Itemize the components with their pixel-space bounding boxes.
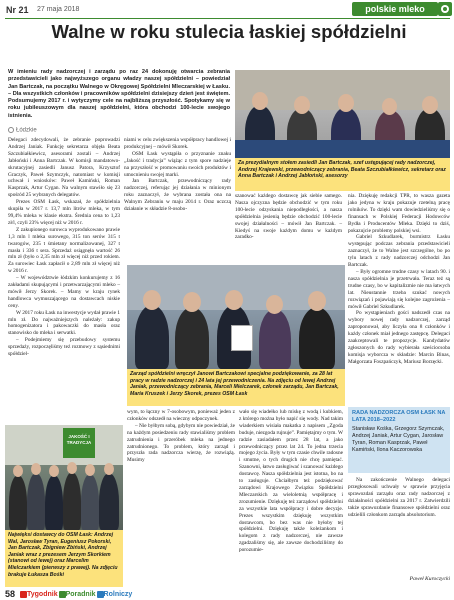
presidium-photo bbox=[235, 70, 450, 158]
header-rule bbox=[5, 18, 450, 19]
paragraph: OSM Łask wystąpiła o przyznanie znaku „Jakość i tradycja” wiążąc z tym spore nadzieje na przyszłość w promowaniu swoich produktów i umocnieniu swojej marki. bbox=[124, 150, 231, 178]
article-column-2-lower bbox=[127, 409, 235, 524]
paragraph: szanować każdego dostawcę jak siebie samego. Nasza ojczyzna będzie obchodzić w tym roku 100-lecie odzyskania niepodległości, a nasza spółdzielnia jesienią będzie obchodzić 100-lecie swojej działalności – mówił Jan Bartczak. – Kiedyś na swoje każdym domu w każdym zaradko- bbox=[235, 193, 342, 241]
suppliers-photo bbox=[5, 425, 123, 530]
paragraph: niami w celu zwiększenia współpracy handlowej i produkcyjnej – mówił Skorek. bbox=[124, 137, 231, 150]
article-column-1 bbox=[8, 137, 120, 421]
paragraph: nia. Dziękuję redakcji TPR, to wasza gazeta jako jedyna w kraju pokazuje rzetelną pracę rolników. To dzięki wam dowiedzieliśmy się o finansach w Polskiej Federacji Hodowców Bydła i Producentów Mleka. Dzięki to dziś, pokazujcie problemy polskiej wsi. bbox=[348, 193, 450, 234]
caption-bottom: Najwięksi dostawcy do OSM Łask: Andrzej Wal, Jarosław Tyran, Eugeniusz Pokorski, Jan Bartczak, Zbigniew Zbiński, Andrzej Janiak wraz z prezesem Jerzym Skorkiem (stanowi od lewej) oraz Marcelim Mielczarkiem (pierwszy z prawej). Na zdjęciu brakuje Łukasza Bośki bbox=[5, 530, 123, 587]
footer-brand bbox=[20, 590, 132, 599]
pin-icon bbox=[8, 127, 14, 133]
paragraph: Po wystąpieniach gości nadszedł czas na wybory nowej rady nadzorczej, zarząd zaproponował, aby liczyła ona 8 członków i każdy członek miał jednego zastępcę. Delegaci zaakceptowali te propozycje. Kandydatów zgłoszonych do rady wybierała sześciocsoba komisja wyborcza w składzie: Marcin Binas, Małgorzata Foszpańczyk, Mariusz Borzęcki. bbox=[348, 310, 450, 365]
paragraph: wało się wiadełko lub miskę z wodą i kubkiem, z którego można było napić się wody. Nad takim wiaderkiem wisiała makatka z napisem „Zgoda buduje, niezgoda rujnuje”. Pamiętajmy o tym. W radzie zasiadałem przez 28 lat, a jako przewodniczący przez lat 24. To jedna trzecia mojego życia. Były w tym czasie chwile radosne i smutne, o tych drugich nie chcę pamiętać. Szanowni, łatwo zasługiwać i szanować każdego dostawcę. Nasza spółdzielnia jest istotna, bo na to zasługuje. Chciałbym też podziękować zarządowi Krajowego Związku Spółdzielni Mleczarskich za wieloletnią współpracę i zrozumienie. Dziękuję też zarządowi spółdzielni za wszystkie lata współpracy i dobre decyzje. Prezes wszystkim dziękuję wszystkim dostawcom, bo bez was nie byłoby tej spółdzielni. Dziękuję także koleżankom i kolegom z rady nadzorczej, nie zawsze zgadzaliśmy się, ale zawsze dochodziliśmy do porozumie- bbox=[239, 409, 343, 554]
article-column-3-upper bbox=[235, 193, 342, 263]
issue-number: Nr 21 bbox=[6, 5, 29, 15]
page-number: 58 bbox=[5, 589, 16, 599]
brand-r-icon bbox=[97, 591, 104, 598]
issue-date: 27 maja 2018 bbox=[37, 6, 80, 13]
paragraph: Delegaci zdecydowali, że zebranie poprowadzi Andrzej Janiak. Funkcję sekretarza objęła Beata Szczubiałkiewicz, asesorami zostali – Andrzej Jabłoński i Anna Bartczak. W komisji mandatowo-skrutacyjnej zasiedli Janusz Patora, Krzysztof Graczyk, Paweł Szymczyk, natomiast w komisji uchwał i wniosków: Paweł Kamiński, Roman Kasprzak, Artur Cygan. Na walnym stawiło się 23 spośród 25 wybranych delegatów. bbox=[8, 137, 120, 199]
brand-part-b: Poradnik bbox=[65, 591, 96, 598]
paragraph: – Podejmiemy się przebudowy systemu sprzedaży, rozpoczęliśmy też rozmowy z sąsiednimi spółdziel- bbox=[8, 337, 120, 358]
article-column-4 bbox=[348, 193, 450, 405]
board-box-title: RADA NADZORCZA OSM ŁASK NA LATA 2018–2022 bbox=[352, 410, 446, 423]
author-signature: Paweł Kuroczycki bbox=[409, 576, 450, 582]
paragraph: wym, to łączny w 7-osobowym, ponieważ jeden z członków odszedł na wieczny odpoczynek. bbox=[127, 409, 235, 422]
paragraph: Jan Bartczak, przewodniczący rady nadzorczej, referując jej działania w minionym roku zaznaczył, że wybrana została ona na Walnym Zebraniu w maju 2014 r. Oraz uczczą działanie w składzie 8-osobo- bbox=[124, 178, 231, 213]
award-photo bbox=[127, 265, 345, 369]
paragraph: Gabriel Szkudlarek, burmistrz Łasku występując podczas zebrania przedstawicieli zaznaczył, że to Walne jest szczególne, bo po tylu latach z rady nadzorczej odchodzi Jan Bartczak. bbox=[348, 234, 450, 269]
caption-top: Za prezydialnym stołem zasiedli Jan Bartczak, szef ustępującej rady nadzorczej, Andrzej Krajewski, przewodniczący zebrania, Beata Szczubiałkiewicz, sekretarz oraz Anna Bartczak i Andrzej Jabłoński, asesorzy bbox=[235, 158, 450, 191]
banner-jakosc: JAKOŚĆ I TRADYCJA bbox=[63, 428, 95, 458]
article-column-4-lower bbox=[348, 477, 450, 577]
brand-t-icon bbox=[20, 591, 27, 598]
board-box bbox=[348, 407, 450, 473]
board-box-members: Stanisław Kośka, Grzegorz Szymczak, Andrzej Janiak, Artur Cygan, Jarosław Tyran, Roman Kasprzak, Paweł Kamiński, Ilona Kaczorowska bbox=[352, 426, 445, 453]
paragraph: Na zakończenie Walnego delegaci przegłosowali uchwały w sprawie przyjęcia sprawozdań zarządu oraz rady nadzorczej z działalności spółdzielni za 2017 r. Zatwierdzili także sprawozdanie finansowe spółdzielni oraz udzielili członkom zarządu absolutorium. bbox=[348, 477, 450, 518]
brand-p-icon bbox=[59, 591, 66, 598]
brand-part-c: Rolniczy bbox=[103, 591, 133, 598]
paragraph: W 2017 roku Łask na inwestycje wydał prawie 1 mln zł. Do najważniejszych należały: zakup homogenizatora i pakowaczki do masła oraz stanowisko do mleka i serwatki. bbox=[8, 309, 120, 337]
paragraph: – Nie byłbym sobą, gdybym nie powiedział, że na każdym posiedzeniu rady stawialiśmy problem zatrudnienia i przeróbek mleka na jednego zatrudnionego. To problem, który zarząd i przyszła rada nadzorcza wierzę, że rozwiążą. Musimy bbox=[127, 422, 235, 464]
paragraph: – Były ogromne trudne czasy w latach 90. i nasza spółdzielnia je przetrwała. Teraz też są trudne czasy, bo w kapitalizmie nie ma łatwych lat. Nieustannie trzeba szukać nowych rozwiązań i pojawiają się kolejne zagrożenia – mówił Gabriel Szkudlarek. bbox=[348, 268, 450, 310]
article-column-3-lower bbox=[239, 409, 343, 597]
caption-middle: Zarząd spółdzielni wręczył Janowi Bartczakowi specjalne podziękowanie, za 28 lat pracy w radzie nadzorczej i 24 lata jej przewodniczenia. Na zdjęciu od lewej Andrzej Janiak, przewodniczący zebrania, Marceli Mielczarek, członek zarządu, Jan Bartczak, Maria Kruszek i Jerzy Skorek, prezes OSM Łask bbox=[127, 369, 345, 406]
section-label: polskie mleko bbox=[365, 4, 425, 14]
section-tag bbox=[352, 2, 438, 16]
paragraph: – W województwie łódzkim konkurujemy z 16 zakładami skupującymi i przetwarzającymi mleko – mówił Jerzy Skorek. – Mamy w kraju rynek handlowca wymuszającego na dostawcach niskie ceny. bbox=[8, 275, 120, 309]
brand-part-a: Tygodnik bbox=[27, 591, 58, 598]
location-line bbox=[8, 127, 37, 134]
lead-paragraph: W imieniu rady nadzorczej i zarządu po raz 24 dokonuję otwarcia zebrania przedstawicieli jako najwyższego organu władzy naszej spółdzielni – powiedział Jan Bartczak, na początku Walnego w Okręgowej Spółdzielni Mleczarskiej w Łasku. – Dla wszystkich członków i pracowników spółdzielni dzisiejszy dzień jest świętem. Podsumujemy 2017 r. i wytyczymy cele na najbliższą przyszłość. Spotykamy się w roku jubileuszowym dla naszej spółdzielni, która obchodzi 100-lecie swojego istnienia. bbox=[8, 69, 230, 119]
location-label: Łódzkie bbox=[16, 127, 37, 134]
cow-logo-icon bbox=[438, 2, 452, 16]
article-column-2-upper bbox=[124, 137, 231, 263]
headline: Walne w roku stulecia łaskiej spółdzielni bbox=[51, 21, 407, 42]
paragraph: Z zakupionego surowca wyprodukowano prawie 1,3 mln l mleka surowego, 315 ton serów 315 t twarogów, 235 t śmietany normalizowanej, 327 t masła i 336 t sera. Sprzedaż osiągnęła wartość 26 mln zł (było o 2,35 mln zł więcej niż przed rokiem. Za surowiec Łask zapłacił o 2,89 mln zł więcej niż w 2016 r. bbox=[8, 226, 120, 275]
paragraph: Prezes OSM Łask, wskazał, że spółdzielnia skupiła w 2017 r. 13,7 mln litrów mleka, w tym 99,4% mleka w klasie ekstra. Średnia cena to 1,23 zł/l, czyli 23% więcej niż w 2016 r. bbox=[8, 199, 120, 226]
